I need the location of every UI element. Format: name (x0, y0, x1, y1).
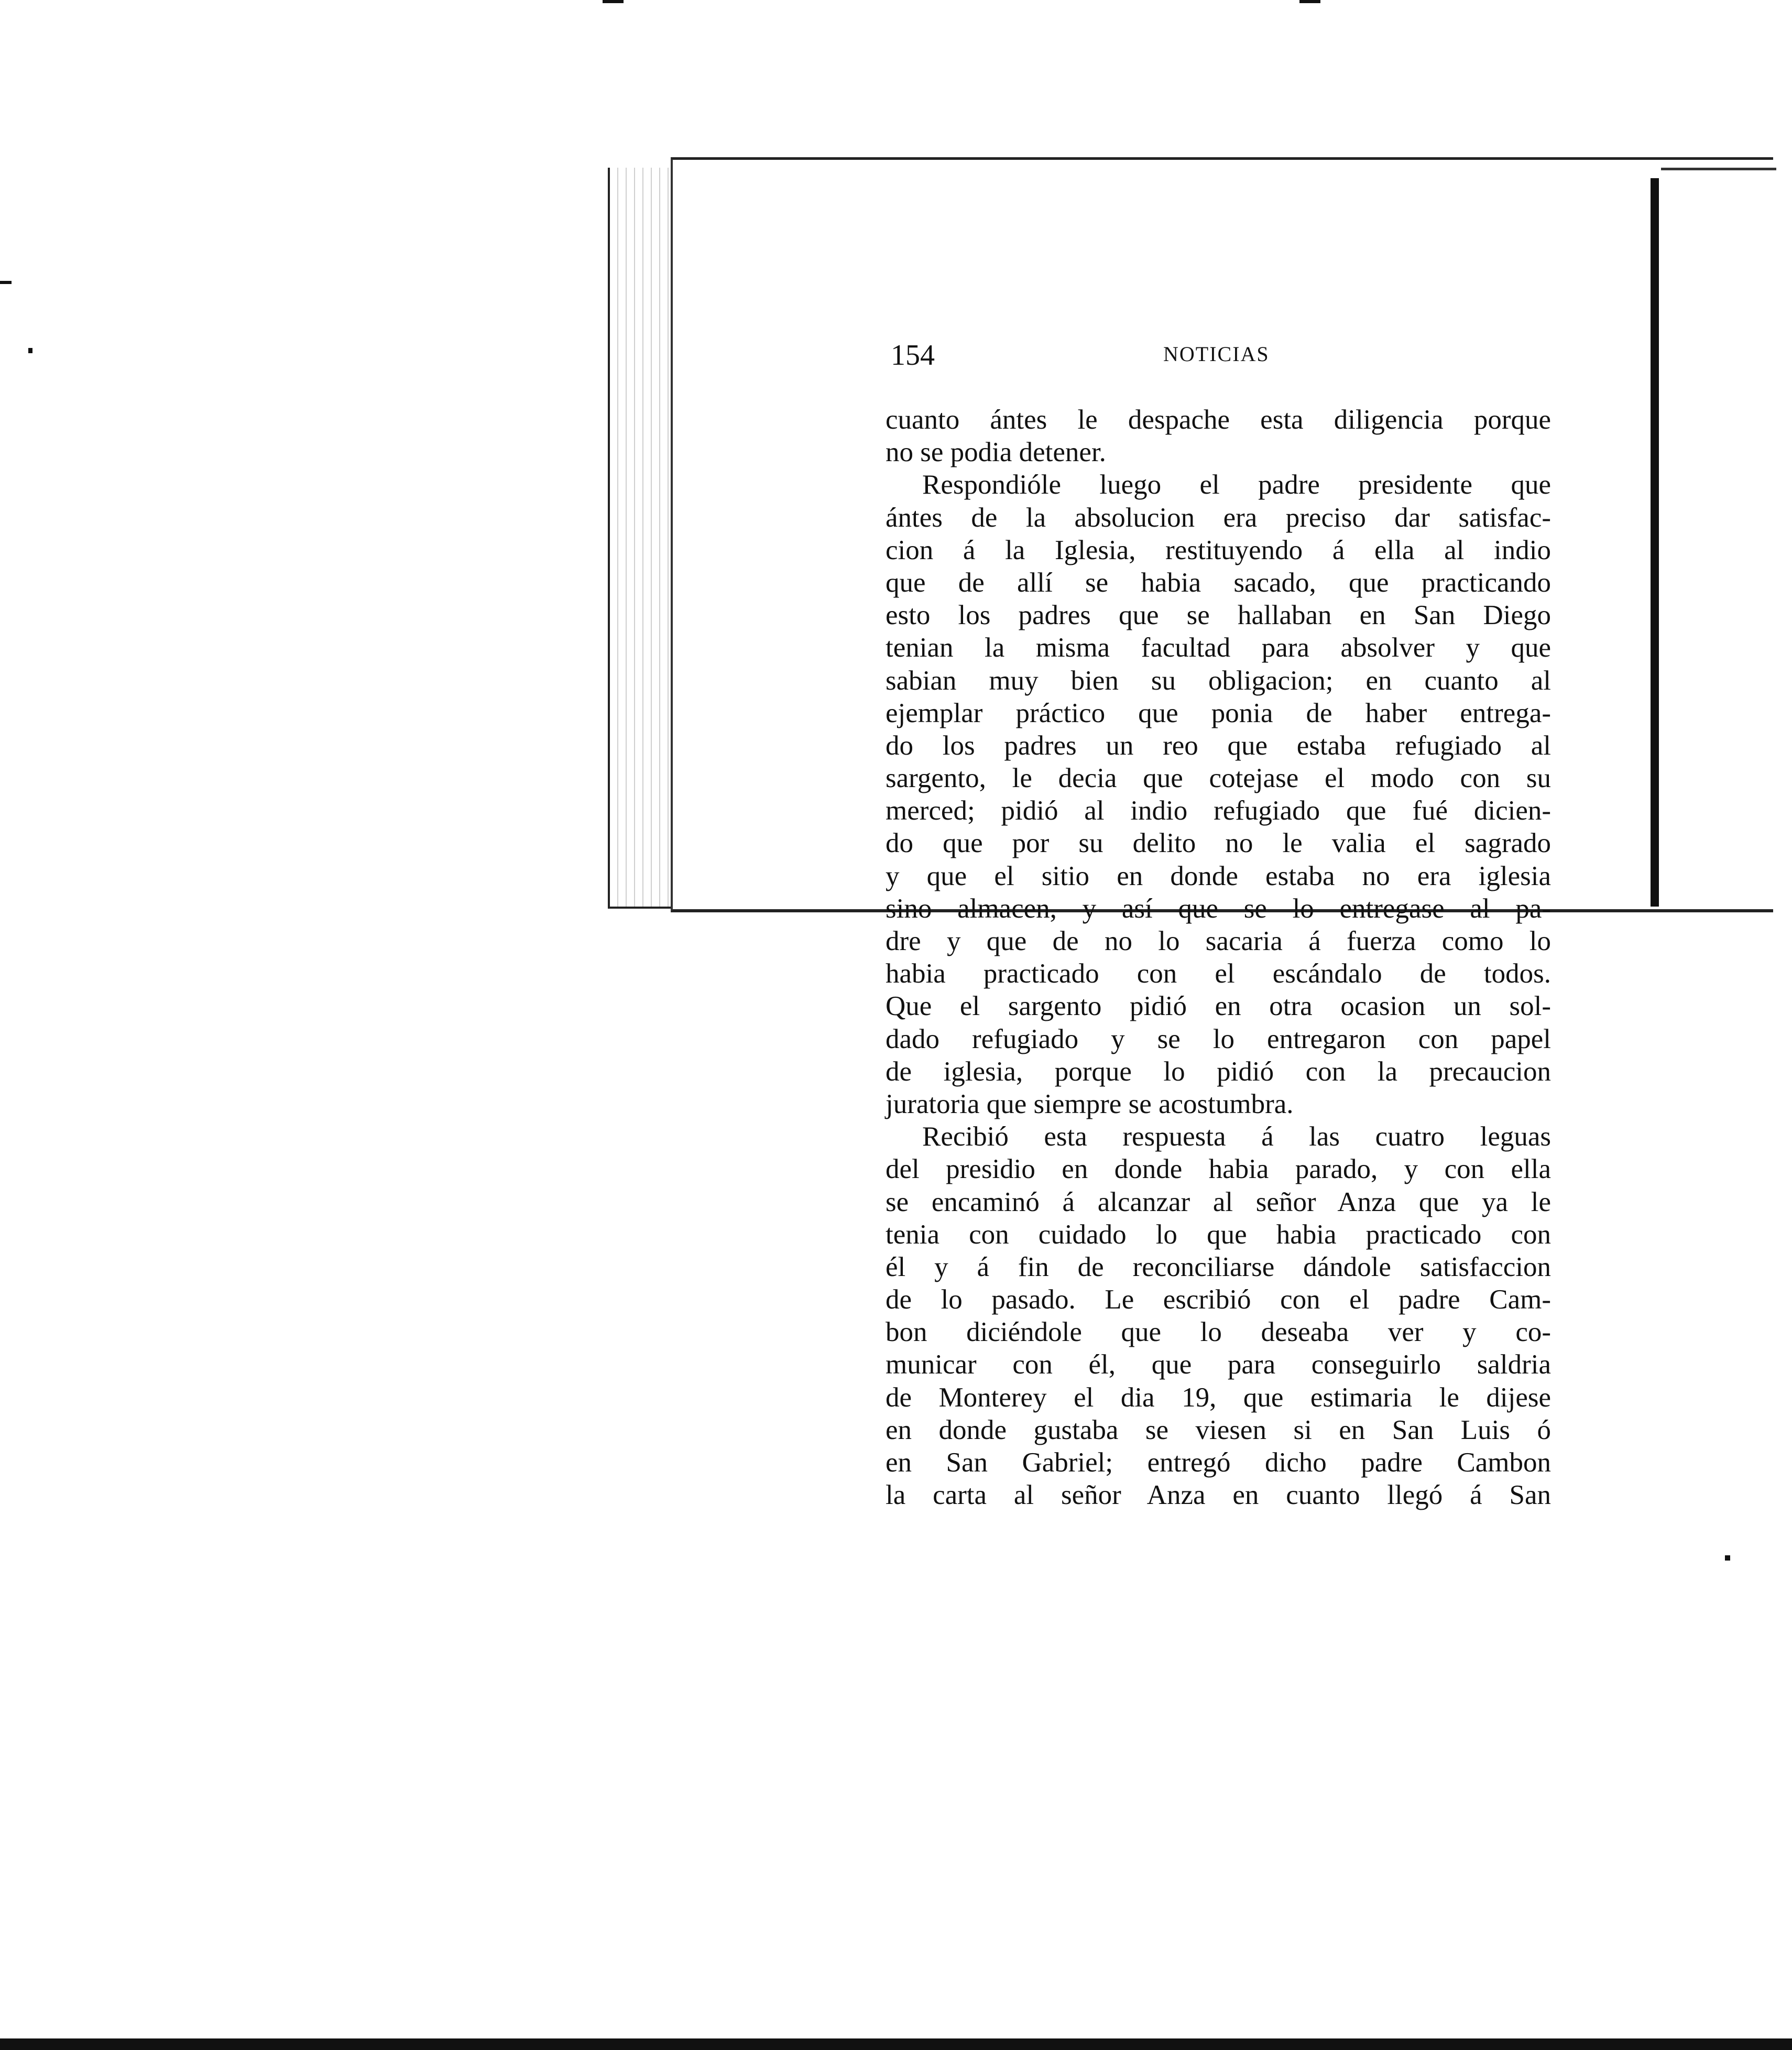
text-line: sabian muy bien su obligacion; en cuanto al (886, 665, 1551, 696)
scan-mark-left (0, 281, 12, 284)
scan-mark-left-2 (28, 348, 32, 353)
text-line: tenian la misma facultad para absolver y que (886, 633, 1551, 663)
text-line: Recibió esta respuesta á las cuatro leguas (922, 1121, 1551, 1152)
text-line: sargento, le decia que cotejase el modo con su (886, 763, 1551, 794)
body-text (886, 404, 1551, 1511)
scan-mark-right (1725, 1555, 1730, 1561)
text-line: esto los padres que se hallaban en San Diego (886, 600, 1551, 631)
text-line: en donde gustaba se viesen si en San Luis ó (886, 1414, 1551, 1445)
text-line: cuanto ántes le despache esta diligencia porque (886, 405, 1551, 435)
text-line: juratoria que siempre se acostumbra. (886, 1088, 1294, 1119)
text-line: y que el sitio en donde estaba no era iglesia (886, 860, 1551, 891)
text-line: Que el sargento pidió en otra ocasion un sol- (886, 991, 1551, 1022)
text-line: tenia con cuidado lo que habia practicado con (886, 1219, 1551, 1250)
text-line: cion á la Iglesia, restituyendo á ella al indio (886, 535, 1551, 565)
frame-edge-top-mark-2 (1299, 0, 1320, 3)
text-line: se encaminó á alcanzar al señor Anza que ya le (886, 1186, 1551, 1217)
text-line: ántes de la absolucion era preciso dar satisfac- (886, 502, 1551, 533)
text-line: la carta al señor Anza en cuanto llegó á San (886, 1480, 1551, 1511)
frame-edge-top-mark (603, 0, 624, 3)
running-header (891, 339, 1551, 380)
text-line: ejemplar práctico que ponia de haber entrega- (886, 697, 1551, 728)
page-number: 154 (891, 339, 935, 372)
text-line: habia practicado con el escándalo de todos. (886, 958, 1551, 989)
text-line: merced; pidió al indio refugiado que fué dicien- (886, 795, 1551, 826)
text-line: do que por su delito no le valia el sagrado (886, 828, 1551, 859)
text-line: él y á fin de reconciliarse dándole satisfaccion (886, 1251, 1551, 1282)
book-gutter (1651, 178, 1659, 907)
text-line: en San Gabriel; entregó dicho padre Cambon (886, 1447, 1551, 1478)
text-line: bon diciéndole que lo deseaba ver y co- (886, 1317, 1551, 1348)
text-line: de iglesia, porque lo pidió con la precaucion (886, 1056, 1551, 1087)
text-line: do los padres un reo que estaba refugiado al (886, 730, 1551, 761)
text-line: de Monterey el dia 19, que estimaria le dijese (886, 1382, 1551, 1413)
text-line: del presidio en donde habia parado, y con ella (886, 1154, 1551, 1185)
running-head-title: NOTICIAS (1163, 342, 1270, 366)
text-line: sino almacen, y así que se lo entregase al pa- (886, 893, 1551, 924)
text-line: municar con él, que para conseguirlo saldria (886, 1349, 1551, 1380)
text-line: dre y que de no lo sacaria á fuerza como lo (886, 926, 1551, 956)
text-line: de lo pasado. Le escribió con el padre Cam- (886, 1284, 1551, 1315)
text-line: que de allí se habia sacado, que practicando (886, 567, 1551, 598)
frame-edge-bottom (0, 2038, 1792, 2050)
text-line: dado refugiado y se lo entregaron con papel (886, 1023, 1551, 1054)
text-line: Respondióle luego el padre presidente que (922, 470, 1551, 500)
text-line: no se podia detener. (886, 437, 1106, 468)
opposite-page-edge (1661, 168, 1776, 909)
